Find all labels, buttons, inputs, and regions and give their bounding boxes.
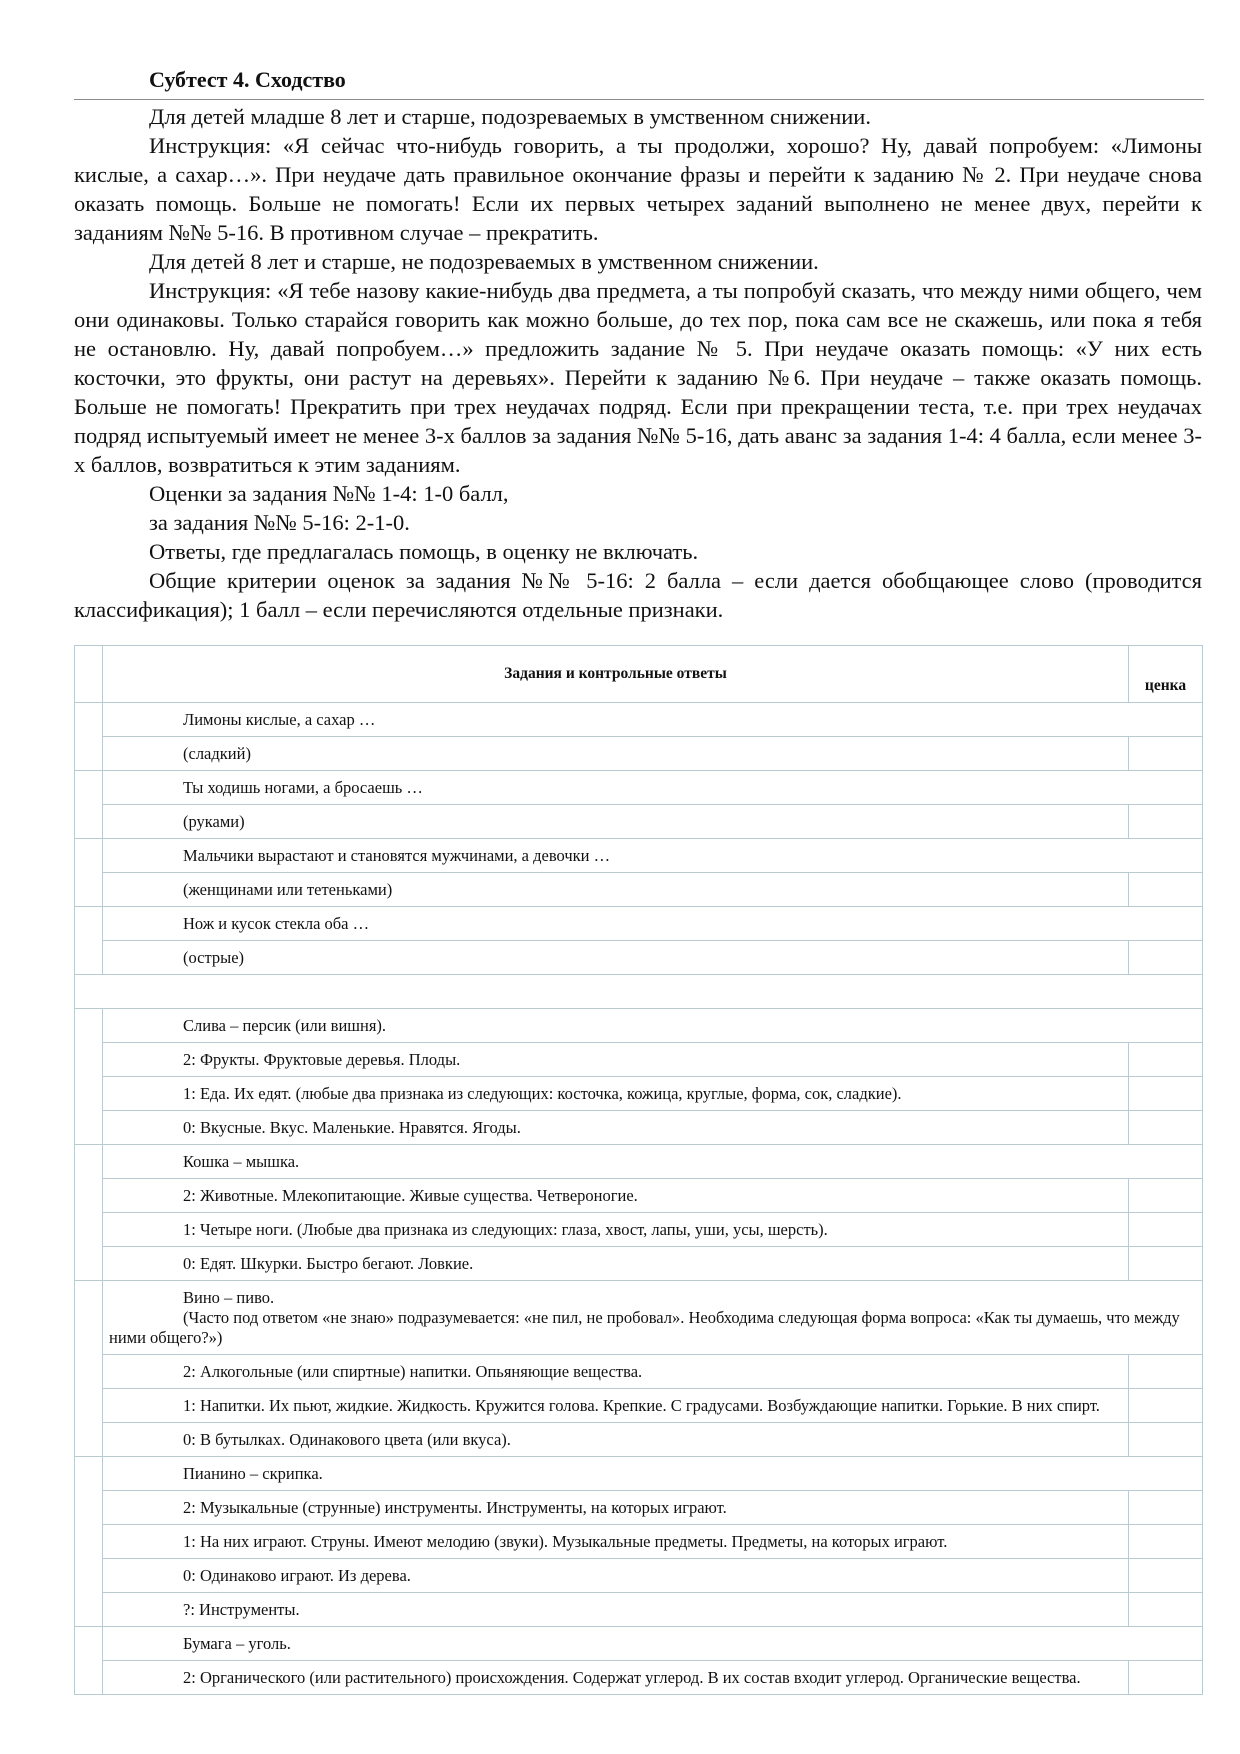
answer-text — [103, 1179, 1129, 1213]
cell-line: 2: Музыкальные (струнные) инструменты. Инструменты, на которых играют. — [183, 1498, 727, 1517]
cell-line: Ты ходишь ногами, а бросаешь … — [183, 778, 423, 797]
task-text — [103, 907, 1203, 941]
task-text — [103, 1009, 1203, 1043]
score-cell[interactable] — [1129, 1559, 1203, 1593]
cell-line: 0: Едят. Шкурки. Быстро бегают. Ловкие. — [183, 1254, 474, 1273]
task-row — [75, 839, 1203, 873]
table-spacer-row — [75, 975, 1203, 1009]
task-row — [75, 907, 1203, 941]
score-cell[interactable] — [1129, 1355, 1203, 1389]
paragraph: Общие критерии оценок за задания №№ 5-16: 2 балла – если дается обобщающее слово (проводится классификация); 1 балл – если перечисляются отдельные признаки. — [74, 568, 1202, 622]
paragraph: Для детей 8 лет и старше, не подозреваемых в умственном снижении. — [149, 249, 819, 274]
score-cell[interactable] — [1129, 737, 1203, 771]
index-cell — [75, 703, 103, 771]
answer-text — [103, 1423, 1129, 1457]
index-cell — [75, 1009, 103, 1145]
answer-text — [103, 1593, 1129, 1627]
answer-text — [103, 1661, 1129, 1695]
answer-text — [103, 941, 1129, 975]
cell-line: Бумага – уголь. — [183, 1634, 291, 1653]
task-text — [103, 1457, 1203, 1491]
paragraph: Оценки за задания №№ 1-4: 1-0 балл, — [149, 481, 509, 506]
tasks-table — [74, 645, 1203, 1695]
task-row — [75, 1627, 1203, 1661]
cell-line: Нож и кусок стекла оба … — [183, 914, 370, 933]
task-row — [75, 1145, 1203, 1179]
answer-row — [75, 1593, 1203, 1627]
index-cell — [75, 771, 103, 839]
cell-line: Мальчики вырастают и становятся мужчинами, а девочки … — [183, 846, 611, 865]
cell-line: 1: Еда. Их едят. (любые два признака из следующих: косточка, кожица, круглые, форма, сок, сладкие). — [183, 1084, 902, 1103]
cell-line: 0: Одинаково играют. Из дерева. — [183, 1566, 411, 1585]
task-row — [75, 771, 1203, 805]
answer-text — [103, 1043, 1129, 1077]
section-title: Субтест 4. Сходство — [149, 67, 346, 92]
answer-row — [75, 737, 1203, 771]
answer-text — [103, 1491, 1129, 1525]
task-row — [75, 703, 1203, 737]
cell-line: 2: Фрукты. Фруктовые деревья. Плоды. — [183, 1050, 461, 1069]
answer-row — [75, 1043, 1203, 1077]
task-row — [75, 1457, 1203, 1491]
task-text — [103, 1281, 1203, 1355]
cell-line: (женщинами или тетеньками) — [183, 880, 393, 899]
answer-row — [75, 941, 1203, 975]
answer-row — [75, 1491, 1203, 1525]
score-cell[interactable] — [1129, 1179, 1203, 1213]
table-header-row — [75, 646, 1203, 703]
answer-row — [75, 1247, 1203, 1281]
cell-line: 2: Органического (или растительного) происхождения. Содержат углерод. В их состав входит углерод. Органические вещества. — [183, 1668, 1081, 1687]
answer-text — [103, 805, 1129, 839]
answer-row — [75, 1661, 1203, 1695]
cell-line: 0: Вкусные. Вкус. Маленькие. Нравятся. Ягоды. — [183, 1118, 521, 1137]
task-text — [103, 1627, 1203, 1661]
score-cell[interactable] — [1129, 873, 1203, 907]
paragraph: Инструкция: «Я сейчас что-нибудь говорить, а ты продолжи, хорошо? Ну, давай попробуем: «Лимоны кислые, а сахар…». При неудаче дать правильное окончание фразы и перейти к заданию № 2. При неудаче снова оказать помощь. Больше не помогать! Если их первых четырех заданий выполнено не менее двух, перейти к заданиям №№ 5-16. В противном случае – прекратить. — [74, 133, 1202, 245]
index-cell — [75, 1281, 103, 1457]
score-cell[interactable] — [1129, 1213, 1203, 1247]
answer-text — [103, 1247, 1129, 1281]
score-cell[interactable] — [1129, 1077, 1203, 1111]
cell-line: (Часто под ответом «не знаю» подразумевается: «не пил, не пробовал». Необходима следующая форма вопроса: «Как ты думаешь, что между ними общего?») — [109, 1308, 1180, 1347]
answer-row — [75, 1559, 1203, 1593]
score-cell[interactable] — [1129, 805, 1203, 839]
tasks-table-body — [75, 646, 1203, 1695]
answer-text — [103, 1389, 1129, 1423]
cell-line: 1: Напитки. Их пьют, жидкие. Жидкость. Кружится голова. Крепкие. С градусами. Возбуждающие напитки. Горькие. В них спирт. — [183, 1396, 1100, 1415]
paragraph: Инструкция: «Я тебе назову какие-нибудь два предмета, а ты попробуй сказать, что между ними общего, чем они одинаковы. Только старайся говорить как можно больше, до тех пор, пока сам все не скажешь, или пока я тебя не остановлю. Ну, давай попробуем…» предложить задание № 5. При неудаче оказать помощь: «У них есть косточки, это фрукты, они растут на деревьях». Перейти к заданию №6. При неудаче – также оказать помощь. Больше не помогать! Прекратить при трех неудачах подряд. Если при прекращении теста, т.е. при трех неудачах подряд испытуемый имеет не менее 3-х баллов за задания №№ 5-16, дать аванс за задания 1-4: 4 балла, если менее 3-х баллов, возвратиться к этим заданиям. — [74, 278, 1202, 477]
cell-line: (сладкий) — [183, 744, 251, 763]
answer-row — [75, 805, 1203, 839]
score-cell[interactable] — [1129, 941, 1203, 975]
cell-line: 0: В бутылках. Одинакового цвета (или вкуса). — [183, 1430, 511, 1449]
cell-line: Лимоны кислые, а сахар … — [183, 710, 376, 729]
paragraph: за задания №№ 5-16: 2-1-0. — [149, 510, 410, 535]
cell-line: 2: Животные. Млекопитающие. Живые существа. Четвероногие. — [183, 1186, 638, 1205]
cell-line: 1: На них играют. Струны. Имеют мелодию (звуки). Музыкальные предметы. Предметы, на которых играют. — [183, 1532, 948, 1551]
instructions-text — [74, 102, 1202, 624]
index-cell — [75, 1145, 103, 1281]
answer-text — [103, 1111, 1129, 1145]
task-row — [75, 1009, 1203, 1043]
task-text — [103, 1145, 1203, 1179]
task-text — [103, 771, 1203, 805]
index-cell — [75, 907, 103, 975]
answer-row — [75, 1525, 1203, 1559]
answer-text — [103, 1355, 1129, 1389]
score-cell[interactable] — [1129, 1389, 1203, 1423]
answer-text — [103, 1213, 1129, 1247]
cell-line: (острые) — [183, 948, 245, 967]
score-cell[interactable] — [1129, 1661, 1203, 1695]
task-text — [103, 703, 1203, 737]
index-cell — [75, 646, 103, 703]
task-text — [103, 839, 1203, 873]
cell-line: (руками) — [183, 812, 245, 831]
answer-row — [75, 1179, 1203, 1213]
cell-line: 2: Алкогольные (или спиртные) напитки. Опьяняющие вещества. — [183, 1362, 643, 1381]
score-cell[interactable] — [1129, 1043, 1203, 1077]
cell-line: Кошка – мышка. — [183, 1152, 300, 1171]
answer-row — [75, 1355, 1203, 1389]
answer-row — [75, 1213, 1203, 1247]
score-cell[interactable] — [1129, 1423, 1203, 1457]
table-header: Задания и контрольные ответы — [103, 646, 1129, 703]
answer-text — [103, 1559, 1129, 1593]
header-rule — [74, 99, 1204, 100]
answer-text — [103, 1525, 1129, 1559]
cell-line: Пианино – скрипка. — [183, 1464, 323, 1483]
task-row — [75, 1281, 1203, 1355]
index-cell — [75, 839, 103, 907]
cell-line: Слива – персик (или вишня). — [183, 1016, 387, 1035]
answer-row — [75, 1389, 1203, 1423]
answer-text — [103, 873, 1129, 907]
index-cell — [75, 1627, 103, 1695]
cell-line: ?: Инструменты. — [183, 1600, 300, 1619]
score-cell[interactable] — [1129, 1111, 1203, 1145]
index-cell — [75, 1457, 103, 1627]
score-cell[interactable] — [1129, 1525, 1203, 1559]
score-cell[interactable] — [1129, 1491, 1203, 1525]
paragraph: Для детей младше 8 лет и старше, подозреваемых в умственном снижении. — [149, 104, 871, 129]
score-header: ценка — [1129, 646, 1203, 703]
answer-row — [75, 1077, 1203, 1111]
paragraph: Ответы, где предлагалась помощь, в оценку не включать. — [149, 539, 699, 564]
score-cell[interactable] — [1129, 1247, 1203, 1281]
answer-row — [75, 1423, 1203, 1457]
score-cell[interactable] — [1129, 1593, 1203, 1627]
answer-row — [75, 873, 1203, 907]
answer-row — [75, 1111, 1203, 1145]
cell-line: 1: Четыре ноги. (Любые два признака из следующих: глаза, хвост, лапы, уши, усы, шерсть). — [183, 1220, 828, 1239]
cell-line: Вино – пиво. — [183, 1288, 275, 1307]
answer-text — [103, 1077, 1129, 1111]
answer-text — [103, 737, 1129, 771]
spacer-cell — [75, 975, 1203, 1009]
